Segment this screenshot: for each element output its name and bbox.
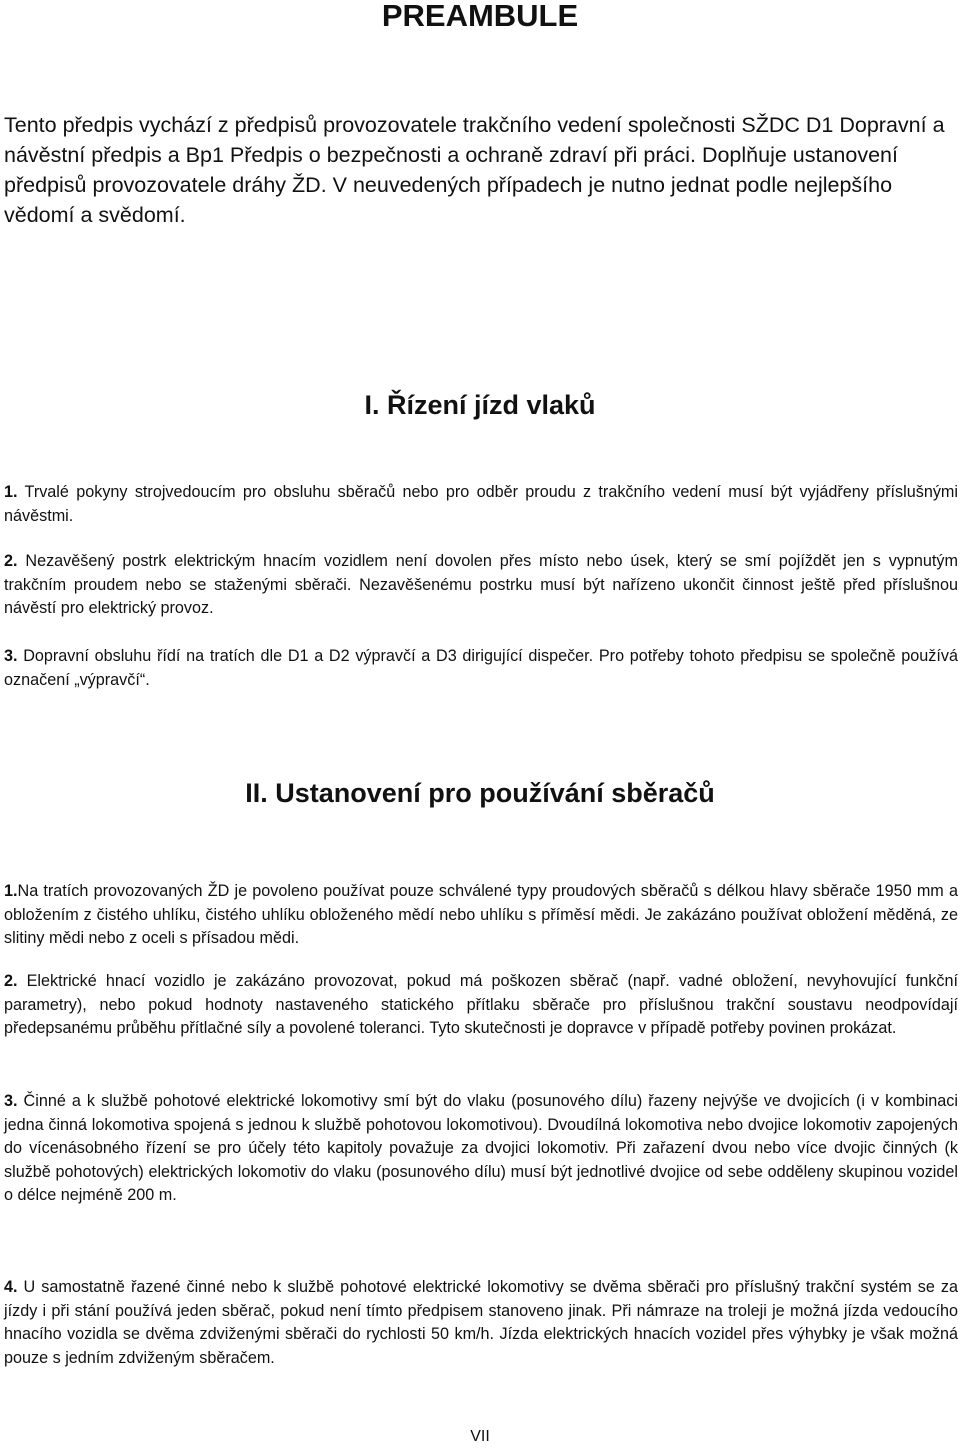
paragraph-number: 1. xyxy=(4,882,18,900)
paragraph-text: Trvalé pokyny strojvedoucím pro obsluhu sběračů nebo pro odběr proudu z trakčního vedení musí být vyjádřeny příslušnými návěstmi. xyxy=(4,483,958,525)
section-1-paragraph-2 xyxy=(4,550,958,621)
paragraph-number: 2. xyxy=(4,552,18,570)
paragraph-text: Dopravní obsluhu řídí na tratích dle D1 a D2 výpravčí a D3 dirigující dispečer. Pro potřeby tohoto předpisu se společně používá označení „výpravčí“. xyxy=(4,647,958,689)
page-number: VII xyxy=(470,1428,490,1445)
section-2-paragraph-3 xyxy=(4,1090,958,1208)
section-1-paragraph-1 xyxy=(4,481,958,528)
paragraph-text: Nezavěšený postrk elektrickým hnacím vozidlem není dovolen přes místo nebo úsek, který se smí pojíždět jen s vypnutým trakčním proudem nebo se staženými sběrači. Nezavěšenému postrku musí být nařízeno ukončit činnost ještě před příslušnou návěstí pro elektrický provoz. xyxy=(4,552,958,617)
section-2-paragraph-2 xyxy=(4,970,958,1041)
section-2-title: II. Ustanovení pro používání sběračů xyxy=(245,778,715,808)
paragraph-number: 3. xyxy=(4,1092,18,1110)
section-2-paragraph-1 xyxy=(4,880,958,951)
paragraph-text: Elektrické hnací vozidlo je zakázáno provozovat, pokud má poškozen sběrač (např. vadné obložení, nevyhovující funkční parametry), nebo pokud hodnoty nastaveného statického přítlaku sběrače pro příslušnou trakční soustavu neodpovídají předepsanému průběhu přítlačné síly a povolené toleranci. Tyto skutečnosti je dopravce v případě potřeby povinen prokázat. xyxy=(4,972,958,1037)
section-1-title: I. Řízení jízd vlaků xyxy=(364,390,596,420)
paragraph-text: Na tratích provozovaných ŽD je povoleno používat pouze schválené typy proudových sběračů s délkou hlavy sběrače 1950 mm a obložením z čistého uhlíku, čistého uhlíku obloženého mědí nebo uhlíku s příměsí mědi. Je zakázáno používat obložení měděná, ze slitiny mědi nebo z oceli s přísadou mědi. xyxy=(4,882,958,947)
preamble-text: Tento předpis vychází z předpisů provozovatele trakčního vedení společnosti SŽDC D1 Dopravní a návěstní předpis a Bp1 Předpis o bezpečnosti a ochraně zdraví při práci. Doplňuje ustanovení předpisů provozovatele dráhy ŽD. V neuvedených případech je nutno jednat podle nejlepšího vědomí a svědomí. xyxy=(4,113,945,227)
paragraph-number: 3. xyxy=(4,647,18,665)
section-1-paragraph-3 xyxy=(4,645,958,692)
paragraph-text: Činné a k službě pohotové elektrické lokomotivy smí být do vlaku (posunového dílu) řazeny nejvýše ve dvojicích (i v kombinaci jedna činná lokomotiva spojená s jednou k službě pohotovou lokomotivou). Dvoudílná lokomotiva nebo dvojice lokomotiv zapojených do vícenásobného řízení se pro účely této kapitoly považuje za dvojici lokomotiv. Při zařazení dvou nebo více dvojic činných (k službě pohotových) elektrických lokomotiv do vlaku (posunového dílu) musí být jednotlivé dvojice od sebe odděleny skupinou vozidel o délce nejméně 200 m. xyxy=(4,1092,958,1204)
paragraph-number: 4. xyxy=(4,1278,18,1296)
paragraph-number: 1. xyxy=(4,483,18,501)
paragraph-number: 2. xyxy=(4,972,18,990)
preamble-title: PREAMBULE xyxy=(381,0,579,33)
section-2-paragraph-4 xyxy=(4,1276,958,1370)
paragraph-text: U samostatně řazené činné nebo k službě pohotové elektrické lokomotivy se dvěma sběrači pro příslušný trakční systém se za jízdy i při stání používá jeden sběrač, pokud není tímto předpisem stanoveno jinak. Při námraze na troleji je možná jízda vedoucího hnacího vozidla se dvěma zdviženými sběrači do rychlosti 50 km/h. Jízda elektrických hnacích vozidel přes výhybky je však možná pouze s jedním zdviženým sběračem. xyxy=(4,1278,958,1367)
